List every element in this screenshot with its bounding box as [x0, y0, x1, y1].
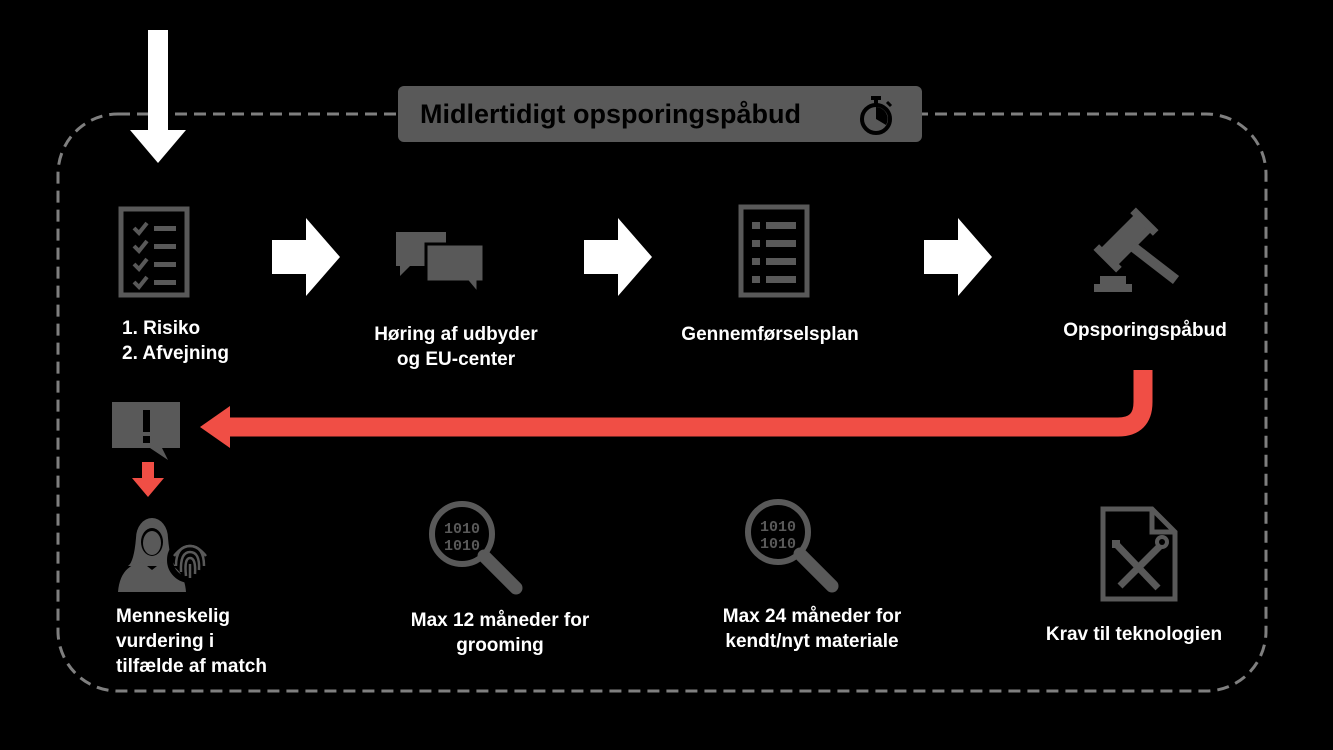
red-down-arrow-icon: [132, 462, 164, 498]
bottom-label-krav: Krav til teknologien: [1045, 624, 1223, 645]
person-fingerprint-icon: [118, 514, 214, 594]
bottom-label-max24: Max 24 måneder for kendt/nyt materiale: [722, 606, 902, 652]
bottom-label-max12: Max 12 måneder for grooming: [410, 610, 590, 656]
svg-text:1010: 1010: [759, 519, 797, 536]
step-label-horing: Høring af udbyder og EU-center: [374, 324, 538, 370]
step-label-opsporingspabud: Opsporingspåbud: [1063, 320, 1227, 341]
binary-magnifier-icon: [744, 498, 840, 594]
page-title: Midlertidigt opsporingspåbud: [420, 99, 801, 129]
svg-text:1010: 1010: [443, 521, 481, 538]
svg-text:1010: 1010: [443, 538, 481, 555]
binary-magnifier-icon: [428, 500, 524, 596]
bottom-label-menneskelig: Menneskelig vurdering i tilfælde af match: [116, 606, 267, 677]
alert-bubble-icon: [110, 400, 184, 462]
svg-text:1010: 1010: [759, 536, 797, 553]
step-label-gennemforselsplan: Gennemførselsplan: [681, 324, 859, 345]
tools-document-icon: [1100, 506, 1178, 602]
step-label-risiko: 1. Risiko 2. Afvejning: [122, 318, 229, 364]
